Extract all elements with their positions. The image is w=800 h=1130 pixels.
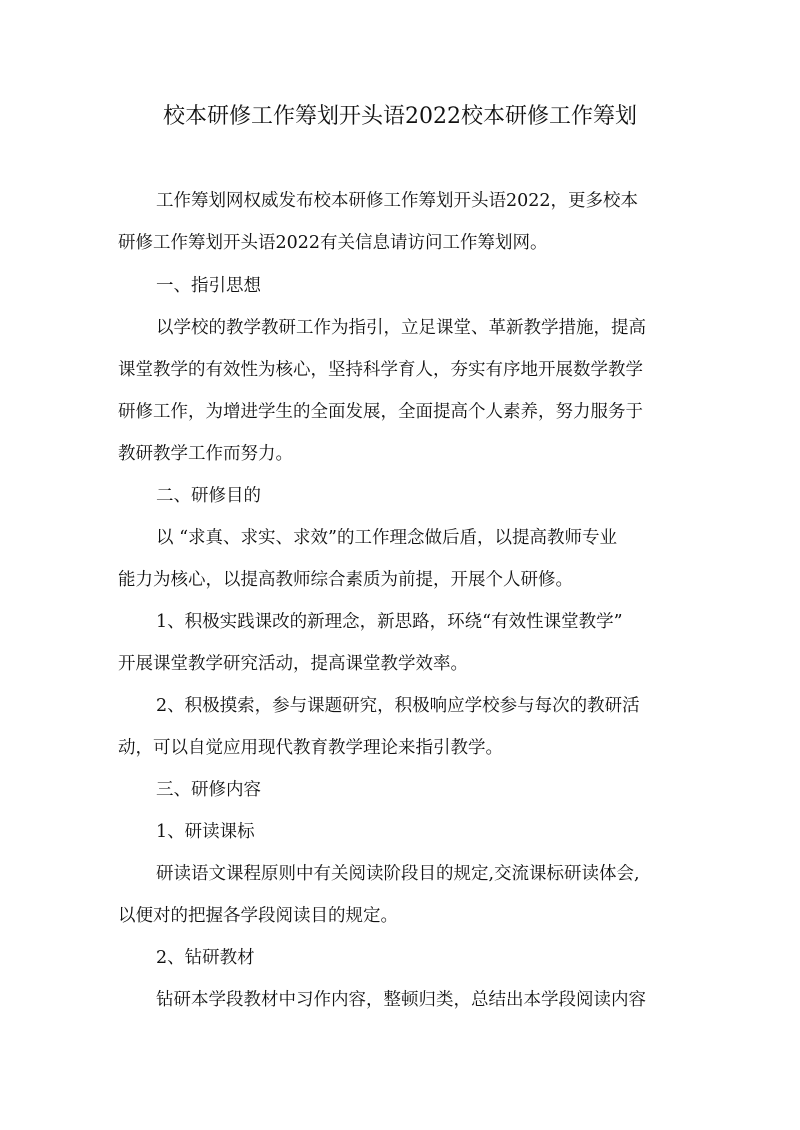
list-item-1-line-1: 1、积极实践课改的新理念，新思路，环绕“有效性课堂教学” (156, 612, 623, 632)
paragraph-line: 以 “求真、求实、求效”的工作理念做后盾，以提高教师专业 (156, 528, 617, 548)
paragraph-line: 以学校的教学教研工作为指引，立足课堂、革新教学措施，提高 (156, 318, 646, 338)
subheading-curriculum: 1、研读课标 (156, 822, 255, 842)
section-heading-purpose: 二、研修目的 (156, 486, 261, 506)
paragraph-line: 能力为核心，以提高教师综合素质为前提，开展个人研修。 (118, 570, 573, 590)
document-title: 校本研修工作筹划开头语2022校本研修工作筹划 (163, 104, 637, 129)
paragraph-line: 研修工作，为增进学生的全面发展，全面提高个人素养，努力服务于 (118, 402, 643, 422)
intro-line-2: 研修工作筹划开头语2022有关信息请访问工作筹划网。 (118, 233, 548, 253)
list-item-2-line-1: 2、积极摸索，参与课题研究，积极响应学校参与每次的教研活 (156, 696, 640, 716)
section-heading-guiding-thought: 一、指引思想 (156, 276, 261, 296)
subheading-textbook: 2、钻研教材 (156, 948, 255, 968)
paragraph-line: 课堂教学的有效性为核心，坚持科学育人，夯实有序地开展数学教学 (118, 360, 643, 380)
section-heading-content: 三、研修内容 (156, 780, 261, 800)
paragraph-line: 钻研本学段教材中习作内容，整顿归类，总结出本学段阅读内容 (156, 990, 646, 1010)
paragraph-line: 教研教学工作而努力。 (118, 444, 293, 464)
list-item-2-line-2: 动，可以自觉应用现代教育教学理论来指引教学。 (118, 738, 503, 758)
list-item-1-line-2: 开展课堂教学研究活动，提高课堂教学效率。 (118, 654, 468, 674)
paragraph-line: 研读语文课程原则中有关阅读阶段目的规定,交流课标研读体会, (156, 864, 640, 884)
intro-line-1: 工作筹划网权威发布校本研修工作筹划开头语2022，更多校本 (156, 191, 639, 211)
paragraph-line: 以便对的把握各学段阅读目的规定。 (118, 906, 398, 926)
